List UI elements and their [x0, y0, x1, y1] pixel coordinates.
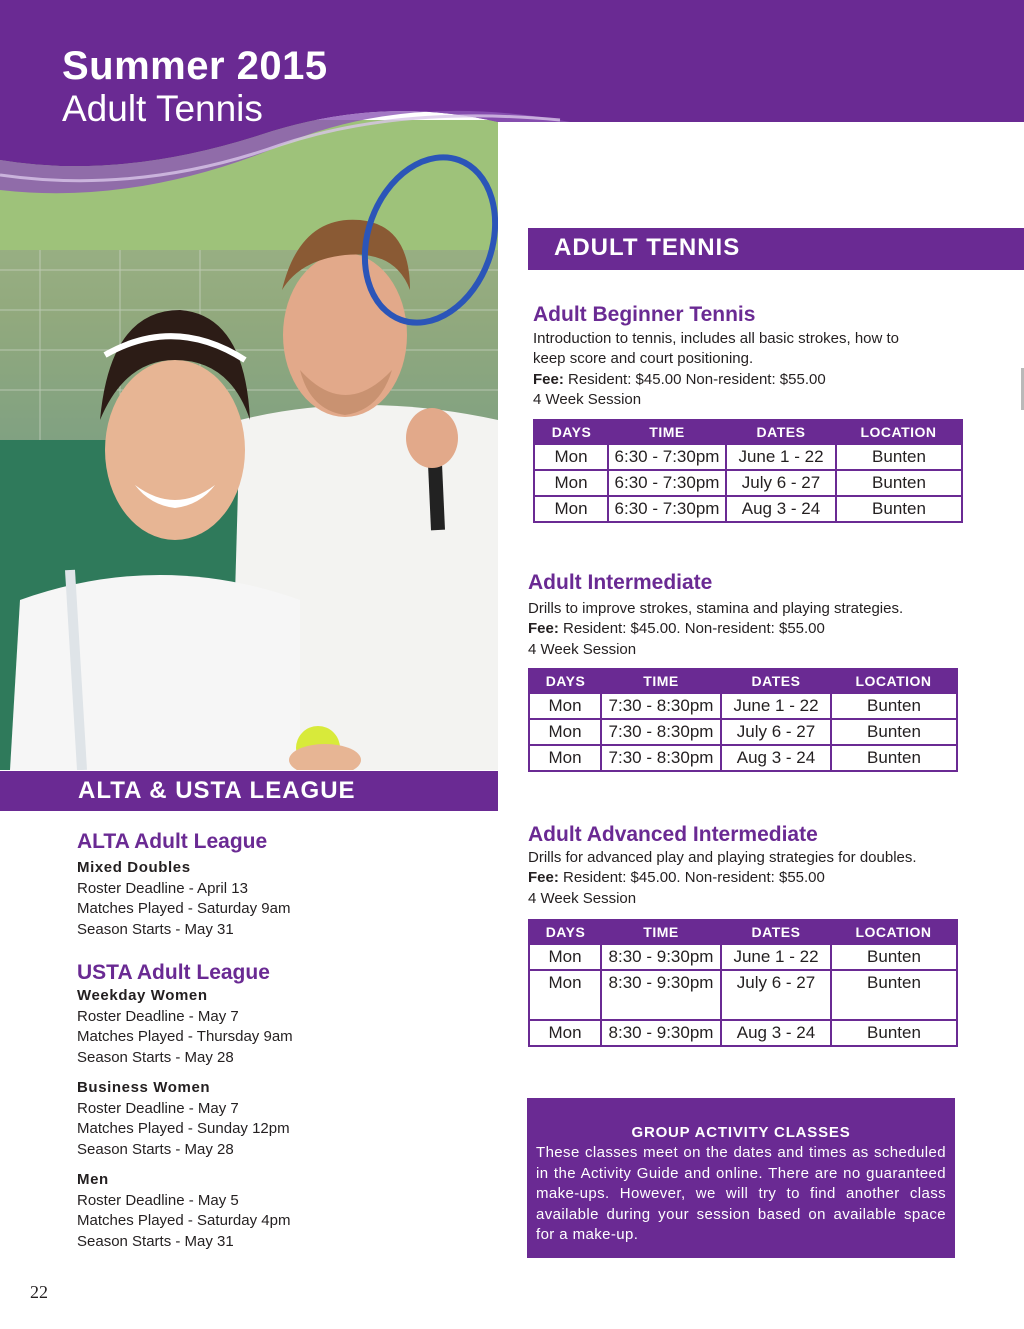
adult-tennis-banner: ADULT TENNIS: [528, 228, 1024, 270]
table-cell: 8:30 - 9:30pm: [601, 970, 721, 1020]
fee-line: [533, 370, 899, 390]
fee-label: Fee:: [528, 620, 559, 638]
table-row: [529, 1020, 957, 1046]
schedule-table-intermediate: [528, 668, 958, 772]
table-row: [529, 944, 957, 970]
table-cell: 7:30 - 8:30pm: [601, 745, 721, 771]
table-cell: 6:30 - 7:30pm: [608, 496, 726, 522]
schedule-table-advanced: [528, 919, 958, 1047]
table-cell: Aug 3 - 24: [721, 745, 831, 771]
column-header: DAYS: [534, 420, 608, 444]
table-row: [529, 970, 957, 1020]
page-number: 22: [30, 1282, 48, 1302]
table-cell: Bunten: [831, 944, 957, 970]
table-cell: Mon: [529, 970, 601, 1020]
group-activity-box: [527, 1098, 955, 1258]
table-cell: July 6 - 27: [721, 719, 831, 745]
table-cell: July 6 - 27: [726, 470, 836, 496]
photo-illustration: [0, 120, 498, 770]
page-title: Summer 2015: [62, 44, 328, 88]
program-description-advanced: [528, 848, 917, 909]
program-title-beginner: Adult Beginner Tennis: [533, 303, 756, 326]
table-cell: 6:30 - 7:30pm: [608, 470, 726, 496]
table-row: [534, 444, 962, 470]
fee-text: Resident: $45.00. Non-resident: $55.00: [558, 620, 825, 638]
program-title-intermediate: Adult Intermediate: [528, 571, 713, 594]
league-group-name: Men: [77, 1171, 109, 1188]
session-line: 4 Week Session: [528, 640, 637, 658]
group-activity-title: GROUP ACTIVITY CLASSES: [631, 1124, 851, 1141]
table-header-row: [529, 669, 957, 693]
table-row: [529, 745, 957, 771]
table-cell: July 6 - 27: [721, 970, 831, 1020]
league-detail: Season Starts - May 31: [77, 1232, 234, 1250]
program-description-beginner: [533, 329, 899, 411]
column-header: TIME: [601, 920, 721, 944]
league-detail: Matches Played - Saturday 4pm: [77, 1212, 291, 1229]
table-cell: 8:30 - 9:30pm: [601, 944, 721, 970]
league-detail: Roster Deadline - May 7: [77, 1007, 239, 1025]
table-cell: Mon: [529, 693, 601, 719]
session-line: 4 Week Session: [528, 889, 637, 907]
league-group-business-women: [77, 1078, 290, 1160]
table-header-row: [534, 420, 962, 444]
table-cell: Bunten: [836, 444, 962, 470]
table-cell: Bunten: [831, 745, 957, 771]
table-cell: June 1 - 22: [726, 444, 836, 470]
column-header: LOCATION: [831, 669, 957, 693]
league-detail: Season Starts - May 28: [77, 1140, 234, 1158]
league-detail: Season Starts - May 31: [77, 920, 234, 938]
league-detail: Matches Played - Sunday 12pm: [77, 1120, 290, 1137]
column-header: LOCATION: [831, 920, 957, 944]
description-line: keep score and court positioning.: [533, 350, 754, 368]
fee-line: [528, 868, 917, 888]
league-detail: Season Starts - May 28: [77, 1048, 234, 1066]
description-line: Drills to improve strokes, stamina and playing strategies.: [528, 600, 904, 617]
table-cell: Mon: [534, 444, 608, 470]
page-header: [0, 0, 1024, 210]
table-cell: Mon: [529, 745, 601, 771]
program-description-intermediate: [528, 599, 903, 660]
league-group-name: Mixed Doubles: [77, 859, 191, 876]
fee-text: Resident: $45.00 Non-resident: $55.00: [563, 370, 826, 388]
league-banner: ALTA & USTA LEAGUE: [0, 771, 498, 811]
table-row: [529, 719, 957, 745]
table-cell: Mon: [529, 944, 601, 970]
usta-league-title: USTA Adult League: [77, 961, 270, 984]
league-detail: Matches Played - Thursday 9am: [77, 1028, 293, 1045]
column-header: TIME: [608, 420, 726, 444]
table-cell: Aug 3 - 24: [721, 1020, 831, 1046]
group-activity-body: These classes meet on the dates and times as scheduled in the Activity Guide and online. There are no guaranteed make-ups. However, we will try to find another class available during your session based on available space for a make-up.: [536, 1144, 946, 1243]
league-detail: Roster Deadline - May 5: [77, 1191, 239, 1209]
table-row: [529, 693, 957, 719]
column-header: DAYS: [529, 920, 601, 944]
column-header: DAYS: [529, 669, 601, 693]
alta-league-title: ALTA Adult League: [77, 830, 268, 853]
column-header: TIME: [601, 669, 721, 693]
column-header: DATES: [721, 920, 831, 944]
fee-label: Fee:: [533, 370, 564, 388]
table-header-row: [529, 920, 957, 944]
league-group-mixed-doubles: [77, 858, 290, 940]
description-line: Drills for advanced play and playing strategies for doubles.: [528, 849, 917, 866]
league-detail: Roster Deadline - April 13: [77, 879, 248, 897]
league-group-name: Business Women: [77, 1079, 211, 1096]
program-title-advanced: Adult Advanced Intermediate: [528, 823, 818, 846]
league-group-name: Weekday Women: [77, 987, 208, 1004]
table-cell: 8:30 - 9:30pm: [601, 1020, 721, 1046]
league-detail: Matches Played - Saturday 9am: [77, 900, 291, 917]
table-cell: Bunten: [831, 719, 957, 745]
league-group-weekday-women: [77, 986, 293, 1068]
table-cell: June 1 - 22: [721, 693, 831, 719]
table-cell: Bunten: [831, 970, 957, 1020]
fee-label: Fee:: [528, 869, 559, 887]
table-cell: 6:30 - 7:30pm: [608, 444, 726, 470]
fee-text: Resident: $45.00. Non-resident: $55.00: [558, 869, 825, 887]
league-detail: Roster Deadline - May 7: [77, 1099, 239, 1117]
description-line: Introduction to tennis, includes all basic strokes, how to: [533, 330, 900, 347]
table-cell: Mon: [529, 719, 601, 745]
page-subtitle: Adult Tennis: [62, 88, 263, 129]
column-header: DATES: [721, 669, 831, 693]
tennis-players-photo: [0, 120, 498, 770]
table-row: [534, 496, 962, 522]
table-cell: Bunten: [831, 1020, 957, 1046]
table-row: [534, 470, 962, 496]
table-cell: June 1 - 22: [721, 944, 831, 970]
table-cell: 7:30 - 8:30pm: [601, 693, 721, 719]
table-cell: Aug 3 - 24: [726, 496, 836, 522]
table-cell: Bunten: [836, 496, 962, 522]
schedule-table-beginner: [533, 419, 963, 523]
table-cell: Bunten: [831, 693, 957, 719]
table-cell: Mon: [534, 496, 608, 522]
column-header: DATES: [726, 420, 836, 444]
table-cell: Mon: [534, 470, 608, 496]
fee-line: [528, 619, 903, 639]
column-header: LOCATION: [836, 420, 962, 444]
table-cell: Mon: [529, 1020, 601, 1046]
table-cell: 7:30 - 8:30pm: [601, 719, 721, 745]
league-group-men: [77, 1170, 290, 1252]
table-cell: Bunten: [836, 470, 962, 496]
session-line: 4 Week Session: [533, 391, 642, 409]
